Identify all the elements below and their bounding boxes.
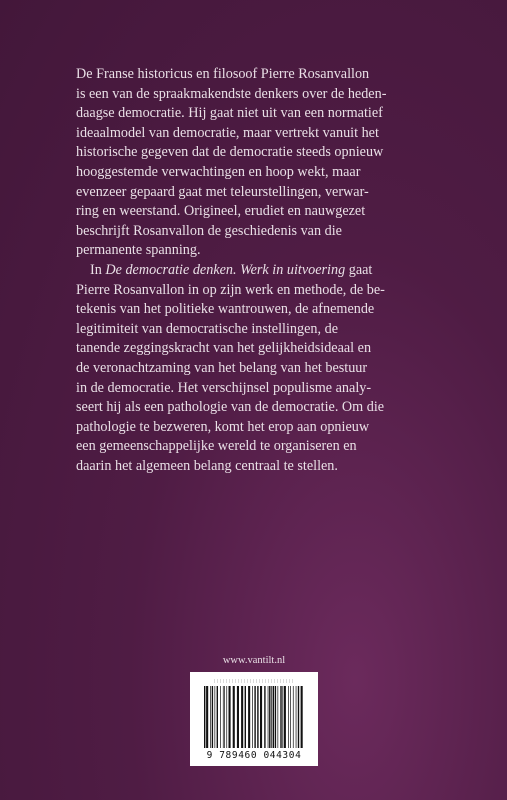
text-line: de veronachtzaming van het belang van het bestuur xyxy=(76,359,368,376)
text-line: in de democratie. Het verschijnsel populisme analy- xyxy=(76,379,372,396)
barcode-bar xyxy=(260,686,262,748)
barcode-bar xyxy=(254,686,255,748)
text-line: hooggestemde verwachtingen en hoop wekt, maar xyxy=(76,163,361,180)
text-line: permanente spanning. xyxy=(76,242,201,259)
text-line: daarin het algemeen belang centraal te stellen. xyxy=(76,457,338,474)
barcode-bar xyxy=(273,686,274,748)
text-line: is een van de spraakmakendste denkers over de heden- xyxy=(76,85,387,102)
barcode-bar xyxy=(288,686,289,748)
barcode-bar xyxy=(237,686,239,748)
barcode-bar xyxy=(271,686,272,748)
barcode-bar xyxy=(282,686,283,748)
barcode-bar xyxy=(264,686,265,748)
barcode-bar xyxy=(204,686,205,748)
barcode-bar xyxy=(245,686,246,748)
barcode-bar xyxy=(293,686,294,748)
barcode-bar xyxy=(268,686,269,748)
blurb-paragraph-2 xyxy=(76,261,428,477)
barcode-bar xyxy=(257,686,258,748)
text-line xyxy=(76,261,428,281)
text-line: evenzeer gepaard gaat met teleurstellingen, verwar- xyxy=(76,183,369,200)
text-line: ideaalmodel van democratie, maar vertrekt vanuit het xyxy=(76,124,379,141)
text-prefix: In xyxy=(90,261,106,278)
barcode-bar xyxy=(269,686,270,748)
publisher-url[interactable]: www.vantilt.nl xyxy=(222,655,286,666)
text-line: ring en weerstand. Origineel, erudiet en nauwgezet xyxy=(76,203,366,220)
barcode-bar xyxy=(233,686,235,748)
barcode-bar xyxy=(290,686,291,748)
text-line: tekenis van het politieke wantrouwen, de afnemende xyxy=(76,301,375,318)
barcode-bar xyxy=(223,686,224,748)
barcode-bar xyxy=(215,686,216,748)
blurb-text xyxy=(76,65,428,476)
text-line: Pierre Rosanvallon in op zijn werk en methode, de be- xyxy=(76,281,385,298)
barcode-bar xyxy=(298,686,299,748)
barcode-bar xyxy=(275,686,276,748)
text-line: De Franse historicus en filosoof Pierre Rosanvallon xyxy=(76,66,370,82)
barcode-bar xyxy=(241,686,243,748)
text-line: een gemeenschappelijke wereld te organiseren en xyxy=(76,438,357,455)
barcode-bar xyxy=(278,686,279,748)
barcode-bar xyxy=(206,686,208,748)
text-line: pathologie te bezweren, komt het erop aan opnieuw xyxy=(76,418,370,435)
barcode-bar xyxy=(252,686,253,748)
barcode-bar xyxy=(229,686,231,748)
blurb-paragraph-1 xyxy=(76,65,428,261)
barcode-bar xyxy=(248,686,250,748)
barcode-bars xyxy=(204,686,304,748)
text-suffix: gaat xyxy=(345,261,373,278)
barcode-bar xyxy=(284,686,286,748)
barcode-bar xyxy=(226,686,227,748)
book-title: De democratie denken. Werk in uitvoering xyxy=(105,261,346,278)
barcode-bar xyxy=(220,686,221,748)
text-line: daagse democratie. Hij gaat niet uit van een normatief xyxy=(76,105,383,122)
barcode-bar xyxy=(210,686,211,748)
barcode-bar xyxy=(280,686,281,748)
text-line: seert hij als een pathologie van de democratie. Om die xyxy=(76,399,385,416)
barcode-bar xyxy=(224,686,225,748)
isbn-barcode xyxy=(190,672,318,766)
text-line: historische gegeven dat de democratie steeds opnieuw xyxy=(76,144,384,161)
text-line: beschrijft Rosanvallon de geschiedenis van die xyxy=(76,222,342,239)
barcode-bar xyxy=(212,686,213,748)
barcode-bar xyxy=(301,686,303,748)
barcode-bar xyxy=(296,686,297,748)
barcode-top-strip xyxy=(214,679,294,683)
barcode-bar xyxy=(217,686,218,748)
text-line: tanende zeggingskracht van het gelijkheidsideaal en xyxy=(76,340,372,357)
isbn-number: 9 789460 044304 xyxy=(206,750,302,761)
text-line: legitimiteit van democratische instellingen, de xyxy=(76,320,338,337)
